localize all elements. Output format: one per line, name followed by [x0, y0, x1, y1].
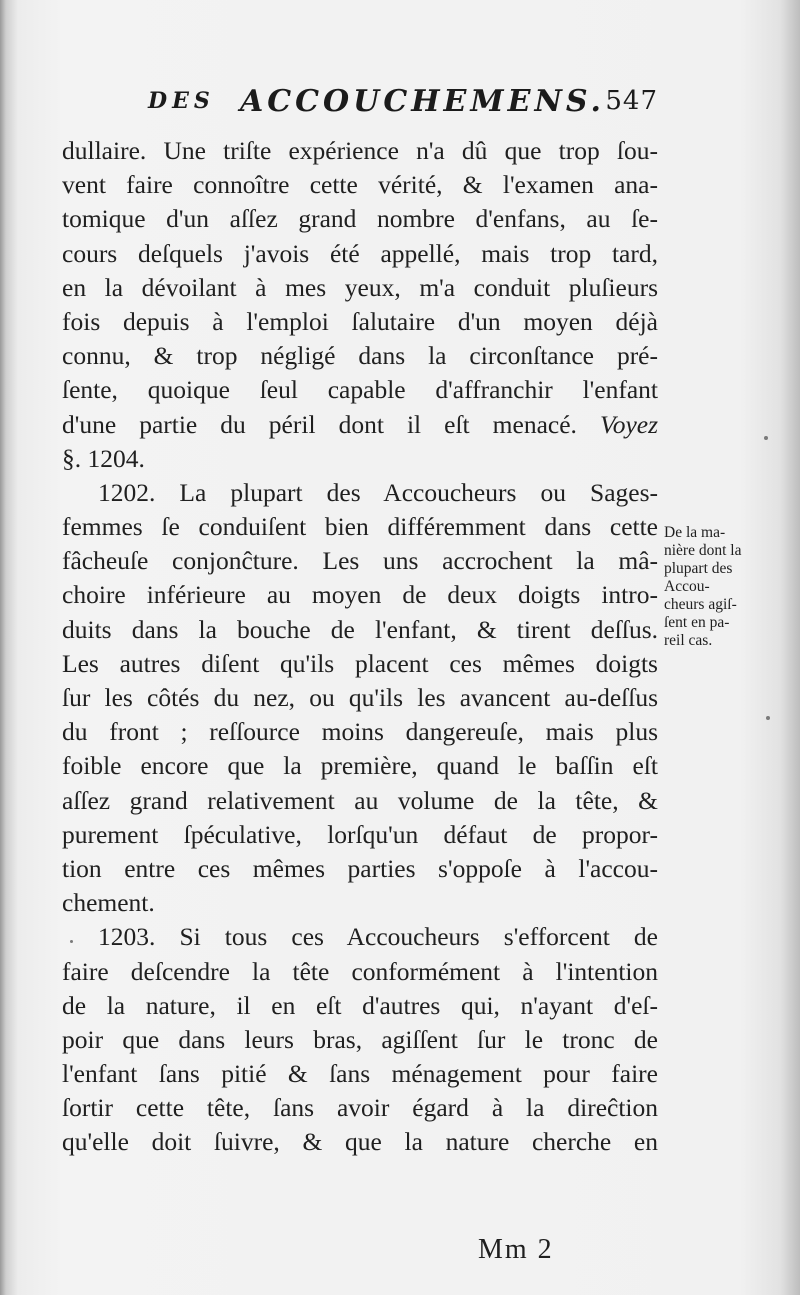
marginal-note-line: cheurs agiſ- [664, 596, 737, 613]
text-line: vent faire connoître cette vérité, & l'examen ana- [62, 170, 658, 200]
running-header [148, 84, 658, 124]
page-number: 547 [605, 86, 658, 116]
text-line: §. 1204. [62, 443, 145, 473]
text-line: en la dévoilant à mes yeux, m'a conduit pluſieurs [62, 272, 658, 302]
paragraph-1202-start: 1202. La plupart des Accoucheurs ou Sages- [98, 477, 658, 507]
text-line: aſſez grand relativement au volume de la tête, & [62, 785, 658, 815]
text-line-content: d'une partie du péril dont il eſt menacé. [62, 409, 577, 439]
text-line: ſortir cette tête, ſans avoir égard à la direĉtion [62, 1093, 658, 1123]
text-line: ſente, quoique ſeul capable d'affranchir l'enfant [62, 375, 658, 405]
text-line: poir que dans leurs bras, agiſſent ſur le tronc de [62, 1024, 658, 1054]
ink-speck [764, 436, 768, 440]
marginal-note [664, 524, 786, 650]
text-line-with-reference [62, 408, 658, 442]
text-line: cours deſquels j'avois été appellé, mais trop tard, [62, 238, 658, 268]
text-line: fois depuis à l'emploi ſalutaire d'un moyen déjà [62, 306, 658, 336]
text-line: tomique d'un aſſez grand nombre d'enfans, au ſe- [62, 204, 658, 234]
text-line: femmes ſe conduiſent bien différemment dans cette [62, 512, 658, 542]
marginal-note-line: nière dont la [664, 542, 742, 559]
voyez-reference: Voyez [599, 409, 658, 439]
header-title: ACCOUCHEMENS. [240, 84, 605, 119]
ink-speck [70, 940, 73, 943]
text-line: ſur les côtés du nez, ou qu'ils les avancent au-deſſus [62, 683, 658, 712]
text-line: chement. [62, 888, 155, 918]
paragraph-1203-start: 1203. Si tous ces Accoucheurs s'efforcent de [98, 922, 658, 952]
text-line: du front ; reſſource moins dangereuſe, mais plus [62, 717, 658, 747]
text-line: purement ſpéculative, lorſqu'un défaut de propor- [62, 819, 658, 849]
signature-mark: Mm 2 [478, 1234, 554, 1265]
header-prefix: DES [148, 88, 215, 114]
text-line: connu, & trop négligé dans la circonſtance pré- [62, 341, 658, 371]
text-line: fâcheuſe conjonĉture. Les uns accrochent la mâ- [62, 546, 658, 576]
text-line: choire inférieure au moyen de deux doigts intro- [62, 580, 658, 610]
text-line: duits dans la bouche de l'enfant, & tirent deſſus. [62, 614, 658, 644]
marginal-note-line: reil cas. [664, 632, 713, 649]
text-line: l'enfant ſans pitié & ſans ménagement pour faire [62, 1059, 658, 1089]
marginal-note-line: plupart des [664, 560, 733, 577]
marginal-note-line: De la ma- [664, 524, 726, 541]
text-line: Les autres diſent qu'ils placent ces mêmes doigts [62, 648, 658, 678]
text-line: dullaire. Une triſte expérience n'a dû que trop ſou- [62, 136, 658, 165]
text-line: de la nature, il en eſt d'autres qui, n'ayant d'eſ- [62, 990, 658, 1020]
text-line: tion entre ces mêmes parties s'oppoſe à l'accou- [62, 853, 658, 883]
marginal-note-line: ſent en pa- [664, 614, 730, 631]
text-line: qu'elle doit ſuivre, & que la nature cherche en [62, 1127, 658, 1157]
ink-speck [766, 716, 770, 720]
body-text [62, 134, 658, 1160]
text-line: foible encore que la première, quand le baſſin eſt [62, 751, 658, 781]
marginal-note-line: Accou- [664, 578, 710, 595]
text-line: faire deſcendre la tête conformément à l'intention [62, 956, 658, 986]
